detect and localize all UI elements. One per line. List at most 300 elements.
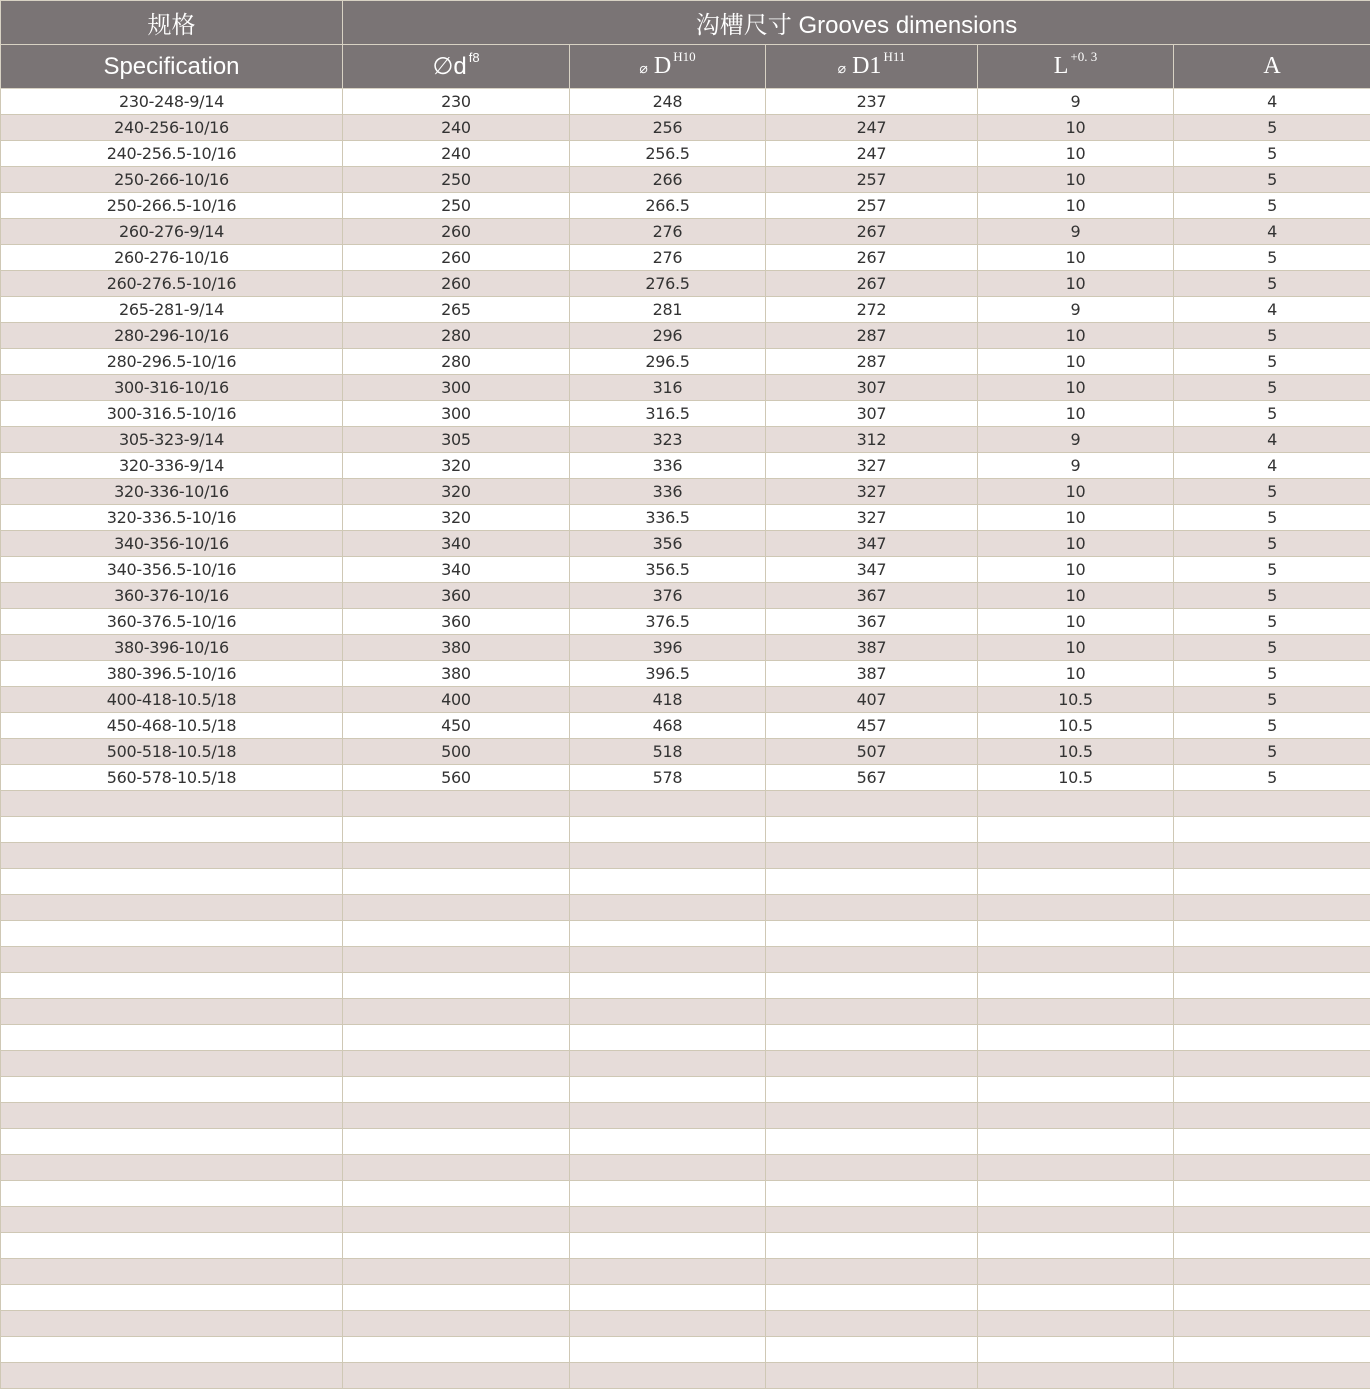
empty-cell: [766, 921, 978, 947]
table-row: [1, 141, 1370, 167]
empty-table-row: [1, 921, 1370, 947]
empty-cell: [766, 895, 978, 921]
empty-cell: [766, 791, 978, 817]
table-row: [1, 765, 1370, 791]
L-cell: 10: [978, 661, 1174, 687]
empty-cell: [766, 869, 978, 895]
empty-cell: [1174, 999, 1370, 1025]
empty-cell: [766, 1311, 978, 1337]
A-cell: 5: [1174, 765, 1370, 791]
empty-cell: [343, 1051, 570, 1077]
empty-cell: [1, 1233, 343, 1259]
empty-cell: [1174, 1051, 1370, 1077]
empty-cell: [1174, 791, 1370, 817]
d-cell: 320: [343, 479, 570, 505]
empty-cell: [1, 1285, 343, 1311]
D-cell: 281: [570, 297, 766, 323]
empty-cell: [343, 1207, 570, 1233]
A-cell: 5: [1174, 115, 1370, 141]
D1-cell: 307: [766, 375, 978, 401]
table-row: [1, 323, 1370, 349]
empty-cell: [1, 1129, 343, 1155]
D1-cell: 287: [766, 349, 978, 375]
spec-cell: 280-296-10/16: [1, 323, 343, 349]
L-cell: 9: [978, 89, 1174, 115]
empty-cell: [978, 1025, 1174, 1051]
empty-table-row: [1, 1051, 1370, 1077]
col-D1-label: D1: [852, 53, 882, 79]
empty-cell: [978, 1077, 1174, 1103]
d-cell: 230: [343, 89, 570, 115]
empty-table-row: [1, 791, 1370, 817]
d-cell: 250: [343, 167, 570, 193]
empty-cell: [343, 1337, 570, 1363]
D-cell: 336: [570, 453, 766, 479]
table-row: [1, 635, 1370, 661]
spec-en-label: Specification: [103, 52, 240, 80]
empty-table-row: [1, 1207, 1370, 1233]
empty-table-row: [1, 1233, 1370, 1259]
D-cell: 296: [570, 323, 766, 349]
d-cell: 265: [343, 297, 570, 323]
table-row: [1, 401, 1370, 427]
spec-cell: 240-256.5-10/16: [1, 141, 343, 167]
col-D-label: D: [653, 53, 672, 79]
empty-cell: [343, 791, 570, 817]
empty-cell: [570, 947, 766, 973]
table-row: [1, 739, 1370, 765]
d-cell: 300: [343, 401, 570, 427]
empty-cell: [343, 1233, 570, 1259]
D-cell: 256: [570, 115, 766, 141]
spec-cell: 560-578-10.5/18: [1, 765, 343, 791]
L-cell: 10: [978, 271, 1174, 297]
L-cell: 10.5: [978, 687, 1174, 713]
D1-cell: 327: [766, 505, 978, 531]
empty-cell: [1174, 1259, 1370, 1285]
empty-cell: [570, 1181, 766, 1207]
spec-cell: 265-281-9/14: [1, 297, 343, 323]
L-cell: 9: [978, 453, 1174, 479]
D1-cell: 247: [766, 115, 978, 141]
A-cell: 5: [1174, 349, 1370, 375]
A-cell: 5: [1174, 557, 1370, 583]
col-d-label: ∅d: [432, 53, 467, 80]
table-row: [1, 349, 1370, 375]
L-cell: 10: [978, 557, 1174, 583]
empty-cell: [570, 843, 766, 869]
empty-cell: [978, 1207, 1174, 1233]
d-cell: 240: [343, 115, 570, 141]
empty-table-row: [1, 1311, 1370, 1337]
empty-table-row: [1, 1337, 1370, 1363]
A-cell: 5: [1174, 635, 1370, 661]
d-cell: 360: [343, 583, 570, 609]
L-cell: 9: [978, 427, 1174, 453]
table-row: [1, 219, 1370, 245]
A-cell: 5: [1174, 661, 1370, 687]
A-cell: 4: [1174, 427, 1370, 453]
d-cell: 260: [343, 219, 570, 245]
empty-table-row: [1, 895, 1370, 921]
D1-cell: 457: [766, 713, 978, 739]
spec-cell: 260-276-9/14: [1, 219, 343, 245]
D1-cell: 257: [766, 193, 978, 219]
L-cell: 10: [978, 583, 1174, 609]
D1-cell: 567: [766, 765, 978, 791]
A-cell: 5: [1174, 505, 1370, 531]
table-row: [1, 531, 1370, 557]
table-row: [1, 713, 1370, 739]
d-cell: 260: [343, 271, 570, 297]
empty-cell: [1, 1363, 343, 1389]
d-cell: 500: [343, 739, 570, 765]
D1-cell: 327: [766, 479, 978, 505]
empty-cell: [570, 973, 766, 999]
empty-cell: [343, 999, 570, 1025]
D1-cell: 257: [766, 167, 978, 193]
empty-cell: [1, 1051, 343, 1077]
d-cell: 250: [343, 193, 570, 219]
empty-table-row: [1, 1129, 1370, 1155]
empty-cell: [1, 1337, 343, 1363]
empty-cell: [1174, 973, 1370, 999]
empty-cell: [570, 1129, 766, 1155]
col-D1-header: [766, 45, 978, 89]
empty-cell: [1, 1207, 343, 1233]
A-cell: 4: [1174, 297, 1370, 323]
empty-cell: [1, 1077, 343, 1103]
A-cell: 4: [1174, 89, 1370, 115]
d-cell: 380: [343, 635, 570, 661]
empty-cell: [1, 1155, 343, 1181]
empty-table-row: [1, 1285, 1370, 1311]
diameter-icon: ⌀: [639, 62, 648, 77]
empty-table-row: [1, 999, 1370, 1025]
empty-cell: [766, 973, 978, 999]
table-row: [1, 297, 1370, 323]
L-cell: 10: [978, 375, 1174, 401]
empty-cell: [1, 817, 343, 843]
empty-cell: [978, 869, 1174, 895]
D-cell: 376.5: [570, 609, 766, 635]
empty-cell: [1174, 895, 1370, 921]
table-row: [1, 375, 1370, 401]
D1-cell: 327: [766, 453, 978, 479]
spec-cell: 320-336.5-10/16: [1, 505, 343, 531]
empty-table-row: [1, 1077, 1370, 1103]
D-cell: 396: [570, 635, 766, 661]
empty-cell: [978, 921, 1174, 947]
empty-cell: [343, 921, 570, 947]
empty-cell: [978, 1259, 1174, 1285]
D1-cell: 507: [766, 739, 978, 765]
empty-cell: [570, 1207, 766, 1233]
d-cell: 360: [343, 609, 570, 635]
L-cell: 10: [978, 245, 1174, 271]
empty-cell: [766, 999, 978, 1025]
L-cell: 10.5: [978, 739, 1174, 765]
empty-cell: [978, 1311, 1174, 1337]
empty-cell: [978, 1051, 1174, 1077]
empty-cell: [1174, 1025, 1370, 1051]
D-cell: 296.5: [570, 349, 766, 375]
empty-cell: [570, 895, 766, 921]
d-cell: 560: [343, 765, 570, 791]
empty-cell: [766, 1051, 978, 1077]
D-cell: 336: [570, 479, 766, 505]
col-L-tolerance: +0. 3: [1070, 49, 1098, 64]
empty-cell: [978, 1129, 1174, 1155]
spec-cell: 380-396-10/16: [1, 635, 343, 661]
spec-cell: 260-276.5-10/16: [1, 271, 343, 297]
empty-cell: [343, 1025, 570, 1051]
table-row: [1, 479, 1370, 505]
A-cell: 5: [1174, 739, 1370, 765]
table-row: [1, 661, 1370, 687]
L-cell: 10: [978, 505, 1174, 531]
D-cell: 336.5: [570, 505, 766, 531]
L-cell: 9: [978, 297, 1174, 323]
L-cell: 10: [978, 323, 1174, 349]
col-d-header: [343, 45, 570, 89]
empty-cell: [1174, 947, 1370, 973]
col-D1-tolerance: H11: [883, 49, 906, 64]
empty-cell: [766, 1129, 978, 1155]
empty-cell: [1, 921, 343, 947]
table-row: [1, 557, 1370, 583]
L-cell: 10: [978, 167, 1174, 193]
D-cell: 266.5: [570, 193, 766, 219]
D1-cell: 307: [766, 401, 978, 427]
A-cell: 5: [1174, 375, 1370, 401]
D1-cell: 287: [766, 323, 978, 349]
spec-cell: 320-336-10/16: [1, 479, 343, 505]
empty-cell: [343, 1311, 570, 1337]
empty-cell: [766, 1077, 978, 1103]
D-cell: 276: [570, 219, 766, 245]
spec-cell: 240-256-10/16: [1, 115, 343, 141]
spec-cell: 450-468-10.5/18: [1, 713, 343, 739]
empty-cell: [978, 1233, 1174, 1259]
empty-cell: [978, 791, 1174, 817]
spec-cell: 360-376.5-10/16: [1, 609, 343, 635]
empty-cell: [1174, 1155, 1370, 1181]
L-cell: 10: [978, 193, 1174, 219]
empty-cell: [570, 817, 766, 843]
D-cell: 323: [570, 427, 766, 453]
empty-cell: [766, 1181, 978, 1207]
L-cell: 10: [978, 115, 1174, 141]
empty-table-row: [1, 1363, 1370, 1389]
empty-cell: [1174, 921, 1370, 947]
empty-cell: [343, 1129, 570, 1155]
D-cell: 248: [570, 89, 766, 115]
D-cell: 518: [570, 739, 766, 765]
empty-cell: [1174, 843, 1370, 869]
spec-cell: 260-276-10/16: [1, 245, 343, 271]
table-row: [1, 115, 1370, 141]
D1-cell: 272: [766, 297, 978, 323]
empty-cell: [570, 999, 766, 1025]
empty-cell: [978, 1103, 1174, 1129]
D1-cell: 247: [766, 141, 978, 167]
d-cell: 450: [343, 713, 570, 739]
empty-cell: [570, 1155, 766, 1181]
empty-cell: [570, 1051, 766, 1077]
empty-cell: [1, 843, 343, 869]
D-cell: 356.5: [570, 557, 766, 583]
D1-cell: 387: [766, 635, 978, 661]
table-row: [1, 505, 1370, 531]
empty-cell: [766, 1363, 978, 1389]
empty-cell: [1174, 1103, 1370, 1129]
d-cell: 320: [343, 453, 570, 479]
empty-cell: [766, 1285, 978, 1311]
L-cell: 10: [978, 401, 1174, 427]
empty-cell: [343, 1363, 570, 1389]
empty-cell: [1174, 1233, 1370, 1259]
empty-cell: [1174, 1337, 1370, 1363]
L-cell: 10.5: [978, 765, 1174, 791]
A-cell: 4: [1174, 453, 1370, 479]
empty-cell: [343, 1181, 570, 1207]
empty-cell: [570, 1025, 766, 1051]
empty-table-row: [1, 1155, 1370, 1181]
empty-cell: [1174, 1207, 1370, 1233]
L-cell: 10: [978, 479, 1174, 505]
empty-cell: [570, 869, 766, 895]
grooves-title-header: 沟槽尺寸 Grooves dimensions: [343, 1, 1370, 45]
spec-cell: 340-356-10/16: [1, 531, 343, 557]
empty-cell: [343, 1077, 570, 1103]
spec-cell: 305-323-9/14: [1, 427, 343, 453]
A-cell: 5: [1174, 167, 1370, 193]
A-cell: 5: [1174, 323, 1370, 349]
empty-cell: [570, 1103, 766, 1129]
spec-cell: 300-316.5-10/16: [1, 401, 343, 427]
empty-cell: [766, 947, 978, 973]
L-cell: 10.5: [978, 713, 1174, 739]
empty-table-row: [1, 1181, 1370, 1207]
col-L-header: [978, 45, 1174, 89]
d-cell: 280: [343, 323, 570, 349]
D-cell: 256.5: [570, 141, 766, 167]
table-row: [1, 453, 1370, 479]
d-cell: 300: [343, 375, 570, 401]
empty-cell: [343, 973, 570, 999]
table-row: [1, 193, 1370, 219]
d-cell: 320: [343, 505, 570, 531]
D-cell: 396.5: [570, 661, 766, 687]
diameter-icon: ⌀: [837, 62, 847, 77]
spec-cell: 250-266-10/16: [1, 167, 343, 193]
empty-cell: [1, 895, 343, 921]
empty-table-row: [1, 817, 1370, 843]
spec-cell: 500-518-10.5/18: [1, 739, 343, 765]
D1-cell: 347: [766, 531, 978, 557]
D1-cell: 267: [766, 271, 978, 297]
empty-cell: [1, 1311, 343, 1337]
spec-cell: 280-296.5-10/16: [1, 349, 343, 375]
empty-cell: [978, 895, 1174, 921]
empty-cell: [978, 1155, 1174, 1181]
empty-cell: [978, 843, 1174, 869]
spec-cell: 320-336-9/14: [1, 453, 343, 479]
empty-cell: [570, 1311, 766, 1337]
table-row: [1, 89, 1370, 115]
empty-cell: [766, 843, 978, 869]
empty-table-row: [1, 1259, 1370, 1285]
table-row: [1, 271, 1370, 297]
A-cell: 5: [1174, 583, 1370, 609]
D-cell: 276.5: [570, 271, 766, 297]
empty-cell: [570, 921, 766, 947]
D-cell: 316.5: [570, 401, 766, 427]
empty-cell: [343, 1285, 570, 1311]
empty-cell: [1, 1025, 343, 1051]
col-L-label: L: [1053, 53, 1069, 79]
empty-cell: [766, 817, 978, 843]
empty-cell: [978, 1181, 1174, 1207]
empty-cell: [1174, 1077, 1370, 1103]
A-cell: 5: [1174, 401, 1370, 427]
empty-cell: [766, 1155, 978, 1181]
A-cell: 5: [1174, 713, 1370, 739]
A-cell: 4: [1174, 219, 1370, 245]
d-cell: 400: [343, 687, 570, 713]
empty-cell: [978, 973, 1174, 999]
col-D-tolerance: H10: [673, 49, 696, 64]
empty-cell: [766, 1233, 978, 1259]
empty-cell: [570, 1233, 766, 1259]
A-cell: 5: [1174, 141, 1370, 167]
col-D-header: [570, 45, 766, 89]
empty-cell: [766, 1337, 978, 1363]
spec-cell: 300-316-10/16: [1, 375, 343, 401]
spec-cell: 400-418-10.5/18: [1, 687, 343, 713]
d-cell: 340: [343, 531, 570, 557]
spec-cell: 230-248-9/14: [1, 89, 343, 115]
d-cell: 240: [343, 141, 570, 167]
d-cell: 380: [343, 661, 570, 687]
d-cell: 340: [343, 557, 570, 583]
empty-cell: [570, 1363, 766, 1389]
table-row: [1, 583, 1370, 609]
D1-cell: 267: [766, 245, 978, 271]
empty-cell: [1, 1259, 343, 1285]
col-d-tolerance: f8: [468, 50, 480, 65]
empty-cell: [766, 1025, 978, 1051]
col-A-label: A: [1263, 53, 1281, 79]
A-cell: 5: [1174, 531, 1370, 557]
empty-cell: [1174, 1285, 1370, 1311]
empty-cell: [343, 1259, 570, 1285]
A-cell: 5: [1174, 245, 1370, 271]
empty-cell: [1, 1103, 343, 1129]
empty-cell: [570, 1259, 766, 1285]
D-cell: 418: [570, 687, 766, 713]
empty-cell: [1, 947, 343, 973]
D1-cell: 347: [766, 557, 978, 583]
table-row: [1, 609, 1370, 635]
L-cell: 10: [978, 349, 1174, 375]
table-row: [1, 245, 1370, 271]
spec-cell: 380-396.5-10/16: [1, 661, 343, 687]
d-cell: 305: [343, 427, 570, 453]
empty-cell: [570, 1337, 766, 1363]
spec-cell: 360-376-10/16: [1, 583, 343, 609]
